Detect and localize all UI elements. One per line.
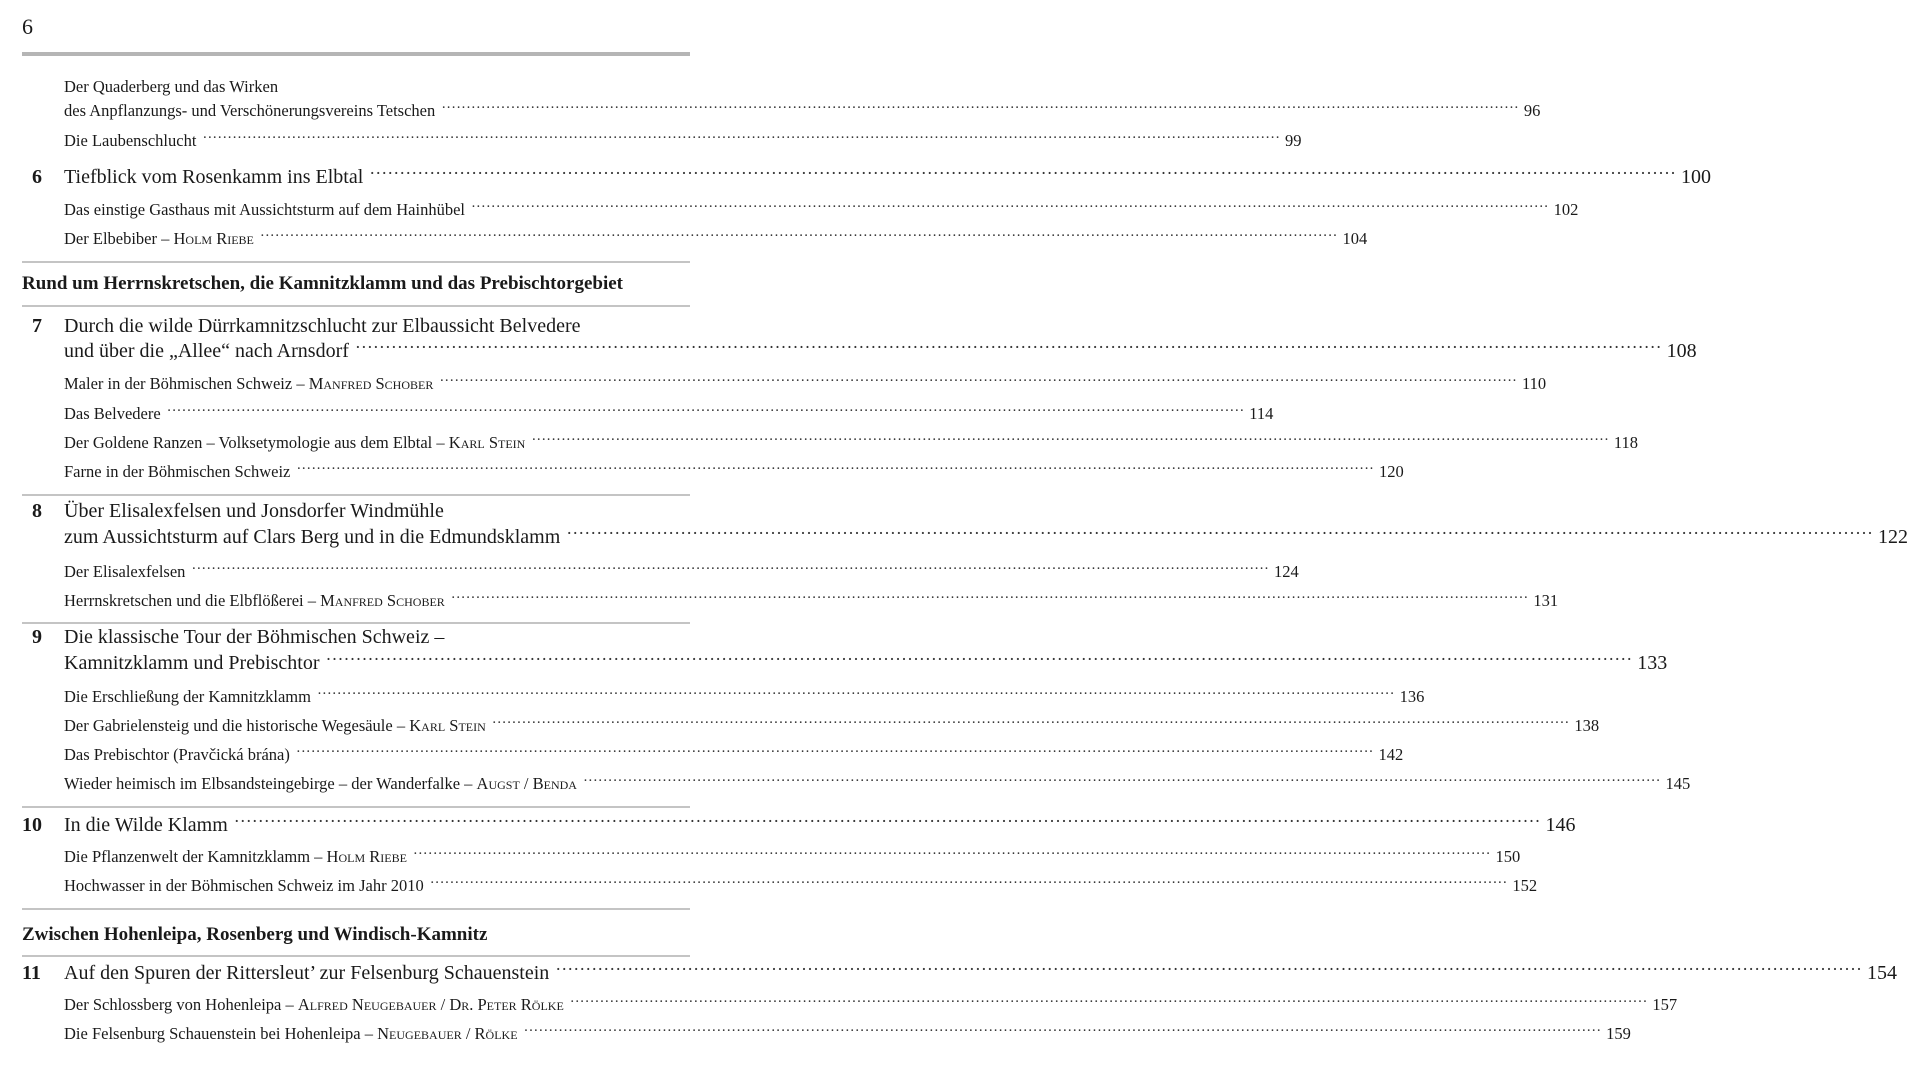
leader-dots — [570, 994, 1648, 1011]
toc-entry-title: Hochwasser in der Böhmischen Schweiz im Jahr 2010 — [64, 876, 424, 895]
toc-entry — [22, 716, 1600, 736]
toc-entry-line: Der Quaderberg und das Wirken — [64, 77, 279, 96]
toc-entry-author: Augst / Benda — [476, 774, 577, 793]
section-divider — [22, 622, 690, 624]
chapter-entry — [22, 962, 1897, 985]
toc-page-number: 150 — [1495, 847, 1521, 866]
leader-dots — [355, 337, 1662, 357]
chapter-entry-line — [22, 626, 690, 649]
toc-entry-title — [22, 433, 525, 453]
chapter-title: zum Aussichtsturm auf Clars Berg und in die Edmundsklamm — [64, 526, 561, 548]
toc-entry — [22, 462, 1404, 482]
toc-entry — [22, 774, 1691, 794]
section-divider — [22, 955, 690, 957]
toc-page-number: 114 — [1249, 404, 1274, 423]
toc-entry-title — [22, 995, 564, 1015]
toc-entry-text: Die Pflanzenwelt der Kamnitzklamm – — [64, 847, 327, 866]
leader-dots — [202, 130, 1280, 147]
toc-page-number: 124 — [1274, 562, 1299, 581]
toc-entry — [22, 876, 1538, 896]
toc-entry — [22, 1024, 1631, 1044]
leader-dots — [260, 228, 1338, 245]
toc-entry-title: des Anpflanzungs- und Verschönerungsvereins Tetschen — [64, 101, 436, 120]
chapter-title: Kamnitzklamm und Prebischtor — [64, 652, 320, 674]
section-heading: Zwischen Hohenleipa, Rosenberg und Windisch-Kamnitz — [22, 924, 488, 945]
toc-page-number: 122 — [1877, 526, 1908, 548]
chapter-entry — [22, 166, 1711, 189]
toc-entry-title — [22, 591, 445, 611]
toc-page-number: 133 — [1637, 652, 1668, 674]
chapter-number: 11 — [22, 962, 41, 984]
section-divider — [22, 494, 690, 496]
toc-entry-author: Manfred Schober — [320, 591, 445, 610]
toc-entry — [22, 229, 1368, 249]
chapter-entry — [22, 652, 1668, 675]
section-divider — [22, 305, 690, 307]
chapter-entry-line — [22, 500, 690, 523]
toc-page-number: 159 — [1606, 1024, 1631, 1043]
chapter-number: 7 — [32, 315, 42, 337]
leader-dots — [441, 100, 1519, 117]
chapter-number: 9 — [32, 626, 42, 648]
chapter-title: Durch die wilde Dürrkamnitzschlucht zur Elbaussicht Belvedere — [64, 315, 581, 337]
toc-page-number: 118 — [1613, 433, 1639, 452]
toc-entry-text: Der Goldene Ranzen – Volksetymologie aus dem Elbtal – — [64, 433, 449, 452]
toc-page-number: 142 — [1378, 745, 1404, 764]
leader-dots — [326, 649, 1633, 669]
toc-page-number: 154 — [1867, 962, 1897, 984]
chapter-title: In die Wilde Klamm — [64, 814, 228, 836]
leader-dots — [191, 561, 1269, 578]
toc-entry-text: Der Gabrielensteig und die historische Wegesäule – — [64, 716, 410, 735]
leader-dots — [369, 163, 1676, 183]
section-heading: Rund um Herrnskretschen, die Kamnitzklamm und das Prebischtorgebiet — [22, 273, 623, 294]
toc-entry-author: Karl Stein — [448, 433, 526, 452]
toc-page-number: 138 — [1574, 716, 1600, 735]
chapter-title: Auf den Spuren der Rittersleut’ zur Felsenburg Schauenstein — [64, 962, 550, 984]
chapter-title: und über die „Allee“ nach Arnsdorf — [64, 340, 349, 362]
toc-page-number: 99 — [1285, 131, 1302, 150]
toc-page-number: 110 — [1521, 374, 1547, 393]
chapter-title: Die klassische Tour der Böhmischen Schweiz – — [64, 626, 445, 648]
toc-page-number: 131 — [1533, 591, 1559, 610]
leader-dots — [167, 403, 1245, 420]
header-rule — [22, 52, 690, 56]
chapter-number: 8 — [32, 500, 42, 522]
toc-entry — [22, 687, 1425, 707]
toc-entry-title — [22, 1024, 518, 1044]
leader-dots — [430, 875, 1508, 892]
toc-entry-title: Das einstige Gasthaus mit Aussichtsturm auf dem Hainhübel — [64, 200, 465, 219]
toc-entry — [22, 591, 1559, 611]
toc-entry-title — [22, 774, 577, 794]
leader-dots — [566, 523, 1873, 543]
toc-entry — [22, 562, 1299, 582]
leader-dots — [555, 959, 1862, 979]
toc-entry-text: Herrnskretschen und die Elbflößerei – — [64, 591, 321, 610]
toc-entry-title: Farne in der Böhmischen Schweiz — [64, 462, 291, 481]
leader-dots — [439, 373, 1517, 390]
leader-dots — [471, 199, 1549, 216]
leader-dots — [413, 846, 1491, 863]
toc-page-number: 100 — [1680, 166, 1711, 188]
toc-entry — [22, 131, 1302, 151]
chapter-entry — [22, 814, 1576, 837]
toc-entry-text: Der Schlossberg von Hohenleipa – — [64, 995, 298, 1014]
chapter-title: Über Elisalexfelsen und Jonsdorfer Windmühle — [64, 500, 444, 522]
toc-entry-title — [22, 716, 486, 736]
leader-dots — [492, 715, 1570, 732]
toc-entry-title: Die Erschließung der Kamnitzklamm — [64, 687, 311, 706]
leader-dots — [296, 744, 1374, 761]
leader-dots — [531, 432, 1609, 449]
toc-entry-author: Alfred Neugebauer / Dr. Peter Rölke — [297, 995, 564, 1014]
chapter-number: 6 — [32, 166, 42, 188]
toc-entry — [22, 847, 1521, 867]
leader-dots — [583, 773, 1661, 790]
leader-dots — [234, 811, 1541, 831]
toc-page-number: 145 — [1665, 774, 1691, 793]
chapter-entry — [22, 340, 1697, 363]
toc-entry-author: Holm Riebe — [173, 229, 254, 248]
toc-page-number: 157 — [1652, 995, 1678, 1014]
toc-page-number: 104 — [1342, 229, 1368, 248]
toc-page-number: 136 — [1399, 687, 1425, 706]
toc-page-number: 108 — [1666, 340, 1697, 362]
toc-entry-author: Neugebauer / Rölke — [377, 1024, 518, 1043]
toc-entry-text: Der Elbebiber – — [64, 229, 174, 248]
toc-entry — [22, 995, 1678, 1015]
toc-entry-title — [22, 374, 433, 394]
leader-dots — [524, 1023, 1602, 1040]
section-divider — [22, 806, 690, 808]
toc-entry-title: Der Elisalexfelsen — [64, 562, 186, 581]
toc-entry-text: Wieder heimisch im Elbsandsteingebirge – der Wanderfalke – — [64, 774, 477, 793]
leader-dots — [296, 461, 1374, 478]
page-number: 6 — [22, 14, 33, 39]
toc-entry-title: Das Prebischtor (Pravčická brána) — [64, 745, 290, 764]
chapter-entry-line — [22, 315, 690, 338]
toc-entry-title: Die Laubenschlucht — [64, 131, 197, 150]
toc-entry-title: Das Belvedere — [64, 404, 161, 423]
chapter-entry — [22, 526, 1908, 549]
toc-page-number: 152 — [1512, 876, 1538, 895]
toc-page-number: 120 — [1378, 462, 1404, 481]
toc-entry — [22, 200, 1579, 220]
toc-entry-author: Manfred Schober — [308, 374, 434, 393]
toc-entry-title — [22, 229, 254, 249]
toc-entry — [22, 433, 1639, 453]
toc-entry — [22, 745, 1404, 765]
toc-page-number: 96 — [1523, 101, 1541, 120]
toc-entry — [22, 404, 1274, 424]
chapter-title: Tiefblick vom Rosenkamm ins Elbtal — [64, 166, 364, 188]
toc-page-number: 102 — [1553, 200, 1579, 219]
leader-dots — [317, 686, 1395, 703]
chapter-number: 10 — [22, 814, 42, 836]
section-divider — [22, 908, 690, 910]
toc-entry — [22, 101, 1541, 121]
toc-page-number: 146 — [1545, 814, 1576, 836]
toc-entry-text: Maler in der Böhmischen Schweiz – — [64, 374, 309, 393]
toc-entry-author: Karl Stein — [409, 716, 486, 735]
toc-entry-author: Holm Riebe — [326, 847, 407, 866]
section-divider — [22, 261, 690, 263]
toc-entry-title — [22, 847, 407, 867]
toc-entry — [22, 374, 1547, 394]
toc-entry-text: Die Felsenburg Schauenstein bei Hohenleipa – — [64, 1024, 378, 1043]
leader-dots — [451, 590, 1529, 607]
